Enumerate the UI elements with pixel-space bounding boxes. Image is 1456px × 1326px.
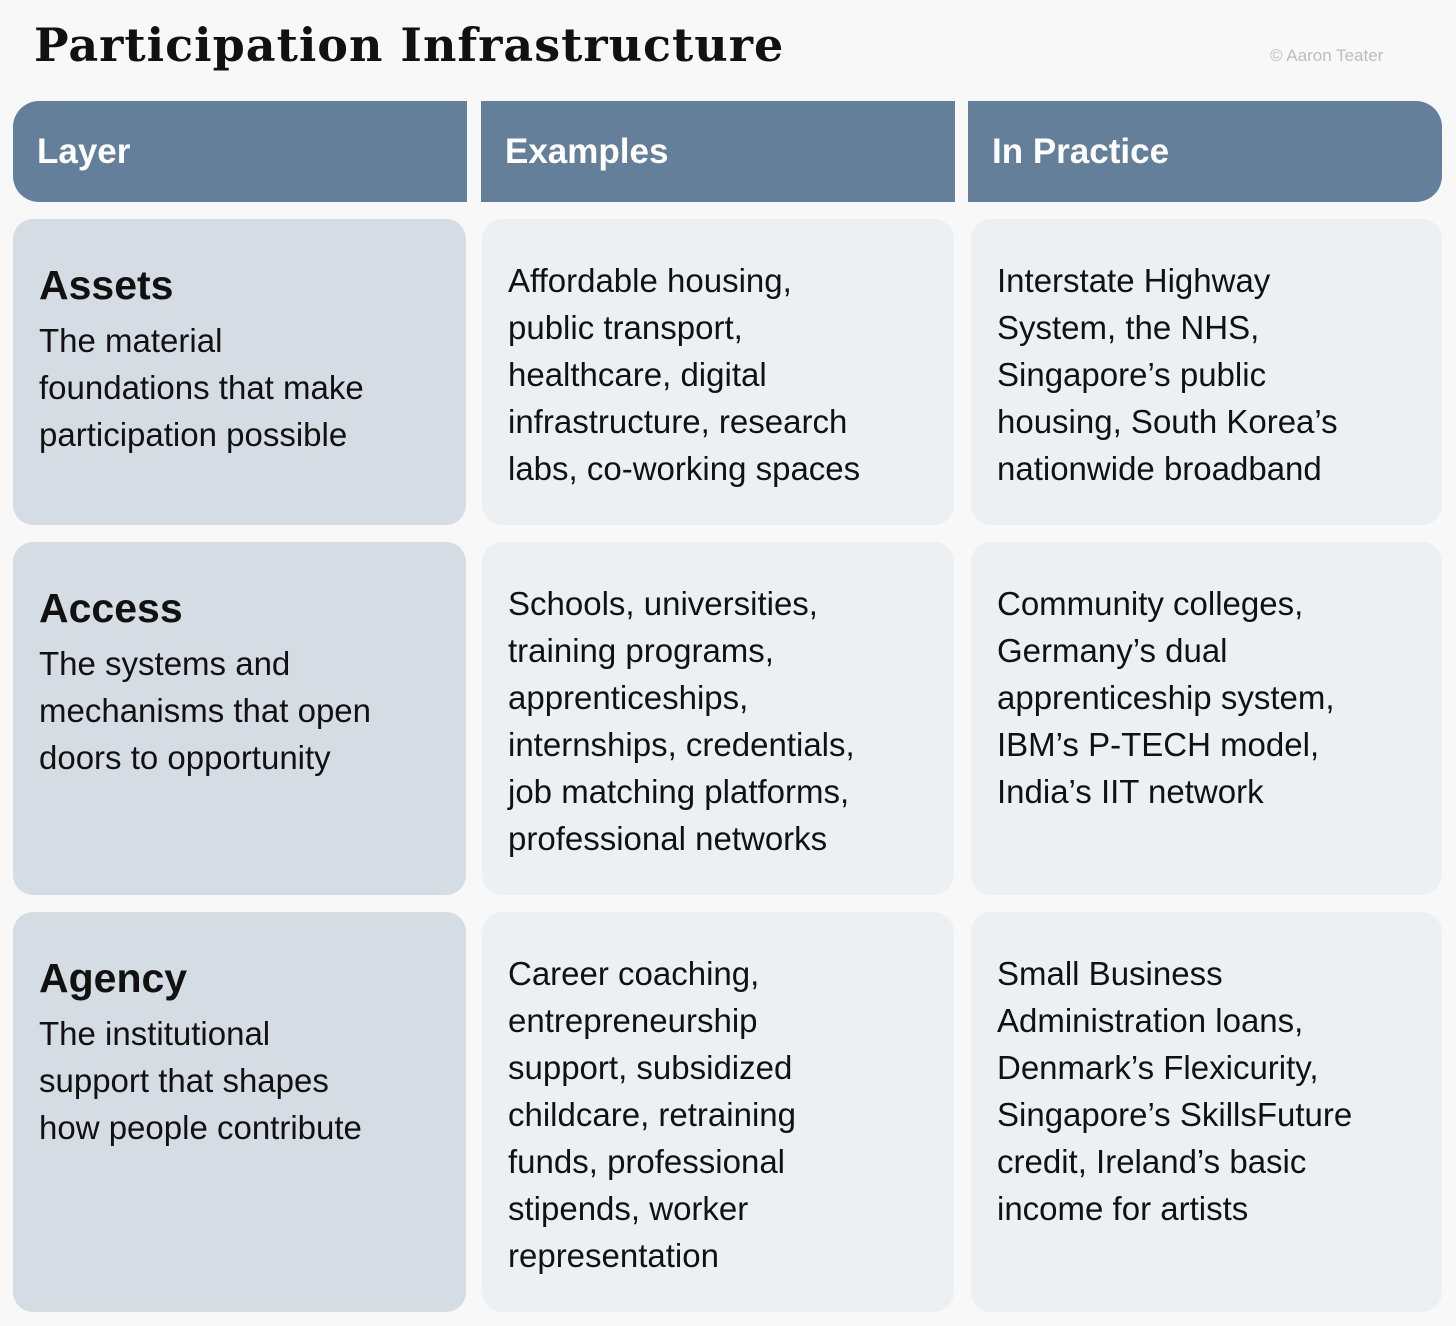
cell-text-line: housing, South Korea’s: [997, 403, 1338, 440]
layer-cell-agency: [13, 912, 466, 1312]
cell-text-line: labs, co-working spaces: [508, 450, 861, 487]
cell-text-line: funds, professional: [508, 1143, 786, 1180]
cell-text-line: credit, Ireland’s basic: [997, 1143, 1307, 1180]
in-practice-cell-access: [971, 542, 1442, 895]
examples-cell-access: [482, 542, 954, 895]
cell-text-line: Interstate Highway: [997, 262, 1271, 299]
layer-description-line: support that shapes: [39, 1062, 329, 1099]
cell-text-line: public transport,: [508, 309, 743, 346]
cell-text-line: Denmark’s Flexicurity,: [997, 1049, 1319, 1086]
layer-cell-access: [13, 542, 466, 895]
examples-cell-assets: [482, 219, 954, 525]
cell-text-line: job matching platforms,: [508, 773, 850, 810]
cell-text-line: entrepreneurship: [508, 1002, 758, 1039]
header-in-practice: In Practice: [968, 101, 1442, 202]
cell-text-line: infrastructure, research: [508, 403, 848, 440]
layer-description-line: doors to opportunity: [39, 739, 331, 776]
cell-text-line: professional networks: [508, 820, 828, 857]
header-examples: Examples: [481, 101, 955, 202]
cell-text-line: representation: [508, 1237, 719, 1274]
layer-description-line: mechanisms that open: [39, 692, 372, 729]
cell-text-line: Affordable housing,: [508, 262, 792, 299]
cell-text-line: Community colleges,: [997, 585, 1304, 622]
layer-description-line: participation possible: [39, 416, 348, 453]
examples-cell-agency: [482, 912, 954, 1312]
cell-text-line: nationwide broadband: [997, 450, 1322, 487]
layer-name: Assets: [39, 262, 174, 308]
cell-text-line: Administration loans,: [997, 1002, 1304, 1039]
layer-description-line: The systems and: [39, 645, 291, 682]
in-practice-cell-agency: [971, 912, 1442, 1312]
cell-text-line: support, subsidized: [508, 1049, 793, 1086]
in-practice-cell-assets: [971, 219, 1442, 525]
cell-text-line: apprenticeship system,: [997, 679, 1335, 716]
cell-text-line: Singapore’s public: [997, 356, 1267, 393]
cell-text-line: stipends, worker: [508, 1190, 749, 1227]
cell-text-line: System, the NHS,: [997, 309, 1260, 346]
cell-text-line: Germany’s dual: [997, 632, 1228, 669]
cell-text-line: Career coaching,: [508, 955, 760, 992]
layer-description-line: how people contribute: [39, 1109, 362, 1146]
cell-text-line: apprenticeships,: [508, 679, 749, 716]
cell-text-line: IBM’s P-TECH model,: [997, 726, 1320, 763]
cell-text-line: Small Business: [997, 955, 1223, 992]
cell-text-line: internships, credentials,: [508, 726, 855, 763]
layer-description-line: The institutional: [39, 1015, 271, 1052]
cell-text-line: healthcare, digital: [508, 356, 767, 393]
layer-description-line: foundations that make: [39, 369, 364, 406]
cell-text-line: Singapore’s SkillsFuture: [997, 1096, 1353, 1133]
copyright-credit: © Aaron Teater: [1270, 46, 1384, 65]
layer-name: Agency: [39, 955, 188, 1001]
cell-text-line: income for artists: [997, 1190, 1249, 1227]
cell-text-line: India’s IIT network: [997, 773, 1264, 810]
layer-name: Access: [39, 585, 183, 631]
layer-cell-assets: [13, 219, 466, 525]
cell-text-line: training programs,: [508, 632, 774, 669]
page-title: Participation Infrastructure: [34, 18, 785, 72]
cell-text-line: childcare, retraining: [508, 1096, 796, 1133]
header-layer: Layer: [13, 101, 467, 202]
layer-description-line: The material: [39, 322, 223, 359]
cell-text-line: Schools, universities,: [508, 585, 818, 622]
